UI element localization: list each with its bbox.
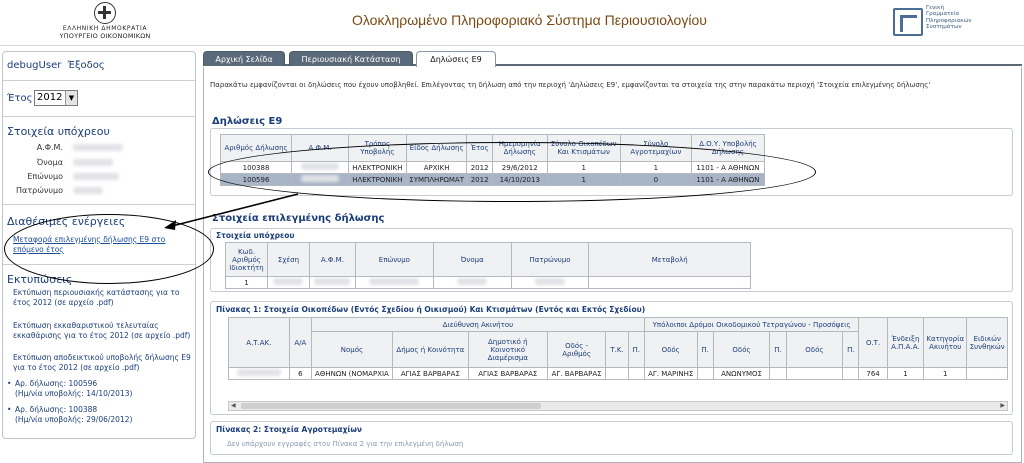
- table-row[interactable]: [221, 162, 765, 174]
- cell-ot: 764: [859, 368, 887, 380]
- gg-line2: Γραμματεία: [926, 11, 960, 18]
- col-change: Μεταβολή: [589, 243, 751, 277]
- cell-change: [589, 277, 751, 289]
- col-father: Πατρώνυμο: [511, 243, 589, 277]
- col-number: Αριθμός Δήλωσης: [221, 135, 292, 162]
- cell-dimos: ΑΓΙΑΣ ΒΑΡΒΑΡΑΣ: [392, 368, 468, 380]
- col-road3: Οδός: [786, 332, 843, 368]
- table-row[interactable]: [229, 368, 1008, 380]
- cell-p: [697, 368, 713, 380]
- taxpayer-heading: Στοιχεία υπόχρεου: [7, 125, 110, 138]
- cell-special: [967, 368, 1008, 380]
- redacted-value: [73, 144, 123, 151]
- redacted-value: [73, 159, 113, 166]
- cell-endeixi: 1: [887, 368, 923, 380]
- taxpayer-panel-title: Στοιχεία υπόχρεου: [216, 231, 295, 240]
- table2-title: Πίνακας 2: Στοιχεία Αγροτεμαχίων: [216, 425, 362, 434]
- tab-home[interactable]: Αρχική Σελίδα: [203, 51, 285, 66]
- divider: [3, 116, 195, 117]
- table2-empty-note: Δεν υπάρχουν εγγραφές στον Πίνακα 2 για την επιλεγμένη δήλωση: [227, 440, 464, 448]
- cell-plots: 1: [547, 174, 620, 186]
- cell-p: [843, 368, 859, 380]
- scroll-right-icon[interactable]: ▶: [1000, 402, 1005, 409]
- receipt-number: • Αρ. δήλωσης: 100388: [15, 405, 98, 414]
- redacted-value: [273, 278, 303, 285]
- cell-year: 2012: [467, 174, 492, 186]
- col-tk: Τ.Κ.: [606, 332, 628, 368]
- col-road2: Οδός: [713, 332, 770, 368]
- col-atak: Α.Τ.ΑΚ.: [229, 318, 290, 368]
- col-odos-arithmos: Οδός - Αριθμός: [547, 332, 606, 368]
- table-row-selected[interactable]: [221, 174, 765, 186]
- print-receipt-link[interactable]: Εκτύπωση αποδεικτικού υποβολής δήλωσης Ε9 για το έτος 2012 (σε αρχείο .pdf): [13, 353, 191, 372]
- col-doy: Δ.Ο.Υ. Υποβολής Δήλωσης: [691, 135, 764, 162]
- col-relation: Σχέση: [267, 243, 309, 277]
- col-group-roads: Υπόλοιποι Δρόμοι Οικοδομικού Τετραγώνου - Προσόψεις: [644, 318, 859, 332]
- col-aa: Α/Α: [289, 318, 311, 368]
- afm-label: Α.Φ.Μ.: [36, 143, 63, 152]
- cell-road1: ΑΓ. ΜΑΡΙΝΗΣ: [644, 368, 697, 380]
- print-clearance-link[interactable]: Εκτύπωση εκκαθαριστικού τελευταίας εκκαθάρισης για το έτος 2012 (σε αρχείο .pdf): [13, 321, 191, 340]
- main-panel: [203, 51, 1022, 463]
- col-owner-code: Κωδ. Αριθμός Ιδιοκτήτη: [226, 243, 268, 277]
- gg-line4: Συστημάτων: [926, 24, 962, 31]
- scroll-left-icon[interactable]: ◀: [231, 402, 236, 409]
- scrollbar-thumb[interactable]: [241, 403, 541, 409]
- redacted-value: [73, 173, 119, 180]
- cell-method: ΗΛΕΚΤΡΟΝΙΚΗ: [348, 174, 406, 186]
- cell-type: ΑΡΧΙΚΗ: [406, 162, 467, 174]
- greek-emblem-icon: [94, 2, 116, 24]
- username: debugUser: [7, 60, 62, 71]
- actions-heading: Διαθέσιμες ενέργειες: [7, 215, 126, 228]
- taxpayer-table: [225, 242, 751, 289]
- col-method: Τρόπος Υποβολής: [348, 135, 406, 162]
- col-p: Π.: [628, 332, 644, 368]
- chevron-down-icon[interactable]: ▼: [65, 91, 77, 105]
- col-endeixi: Ένδειξη Α.Π.Α.Α.: [887, 318, 923, 368]
- divider: [3, 80, 195, 81]
- cell-fields: 1: [620, 162, 691, 174]
- table-header-row: [221, 135, 765, 162]
- table-header-row: [229, 318, 1008, 332]
- tab-e9-declarations[interactable]: Δηλώσεις Ε9: [416, 51, 496, 68]
- ggps-logo: [893, 5, 993, 39]
- cell-doy: 1101 - Α ΑΘΗΝΩΝ: [691, 174, 764, 186]
- e9-table: [220, 134, 765, 186]
- father-row: [3, 186, 63, 196]
- cell-fields: 0: [620, 174, 691, 186]
- col-special: Ειδικών Συνθηκών: [967, 318, 1008, 368]
- notice-text: Παρακάτω εμφανίζονται οι δηλώσεις που έχουν υποβληθεί. Επιλέγοντας τη δήλωση από την περιοχή 'Δηλώσεις Ε9', εμφανίζονται τα στοιχεία της στην παρακάτω περιοχή 'Στοιχεία επιλεγμένης δήλωσης': [210, 81, 931, 89]
- col-type: Είδος Δήλωσης: [406, 135, 467, 162]
- ggps-logo-icon: [893, 8, 923, 36]
- tab-content: [203, 67, 1022, 463]
- plots-table: [228, 317, 1008, 380]
- cell-year: 2012: [467, 162, 492, 174]
- cell-date: 29/6/2012: [492, 162, 547, 174]
- user-line: [7, 60, 105, 71]
- prints-heading: Εκτυπώσεις: [7, 273, 73, 286]
- sidebar: [2, 51, 196, 439]
- father-label: Πατρώνυμο: [16, 186, 63, 195]
- cell-p: [770, 368, 786, 380]
- col-fields: Σύνολο Αγροτεμαχίων: [620, 135, 691, 162]
- redacted-value: [457, 278, 487, 285]
- redacted-value: [314, 278, 350, 285]
- year-select-value: 2012: [37, 92, 63, 103]
- divider: [3, 264, 195, 265]
- cell-afm: [292, 174, 349, 186]
- cell-number: 100596: [221, 174, 292, 186]
- cell-name: [433, 277, 511, 289]
- redacted-value: [535, 278, 565, 285]
- redacted-value: [369, 278, 419, 285]
- cell-odos-arithmos: ΑΓ. ΒΑΡΒΑΡΑΣ: [547, 368, 606, 380]
- ministry-line2: ΥΠΟΥΡΓΕΙΟ ΟΙΚΟΝΟΜΙΚΩΝ: [59, 32, 151, 40]
- col-plots: Σύνολο Οικοπέδων Και Κτισμάτων: [547, 135, 620, 162]
- horizontal-scrollbar[interactable]: [228, 401, 1008, 411]
- cell-date: 14/10/2013: [492, 174, 547, 186]
- selected-declaration-heading: Στοιχεία επιλεγμένης δήλωσης: [212, 213, 385, 224]
- cell-p: [628, 368, 644, 380]
- cell-type: ΣΥΜΠΛΗΡΩΜΑΤ: [406, 174, 467, 186]
- col-surname: Επώνυμο: [355, 243, 433, 277]
- year-label: Έτος: [7, 93, 33, 104]
- gg-line1: Γενική: [926, 5, 944, 11]
- col-afm: Α.Φ.Μ.: [309, 243, 355, 277]
- ggps-logo-text: [926, 5, 986, 31]
- receipt-item[interactable]: [15, 405, 132, 425]
- receipt-date: (Ημ/νία υποβολής: 29/06/2012): [15, 415, 133, 424]
- col-date: Ημερομηνία Δήλωσης: [492, 135, 547, 162]
- col-name: Όνομα: [433, 243, 511, 277]
- col-category: Κατηγορία Ακινήτου: [924, 318, 967, 368]
- col-p: Π.: [697, 332, 713, 368]
- cell-category: 1: [924, 368, 967, 380]
- receipt-item[interactable]: [15, 379, 132, 399]
- cell-doy: 1101 - Α ΑΘΗΝΩΝ: [691, 162, 764, 174]
- col-diamerisma: Δημοτικό ή Κοινοτικό Διαμέρισμα: [468, 332, 547, 368]
- redacted-value: [237, 369, 281, 376]
- col-road1: Οδός: [644, 332, 697, 368]
- annotation-arrow-icon: [150, 190, 310, 240]
- redacted-value: [301, 163, 339, 170]
- cell-father: [511, 277, 589, 289]
- col-p: Π.: [843, 332, 859, 368]
- cell-number: 100388: [221, 162, 292, 174]
- cell-relation: [267, 277, 309, 289]
- cell-road3: [786, 368, 843, 380]
- col-dimos: Δήμος ή Κοινότητα: [392, 332, 468, 368]
- receipt-date: (Ημ/νία υποβολής: 14/10/2013): [15, 389, 133, 398]
- receipt-number: • Αρ. δήλωσης: 100596: [15, 379, 98, 388]
- cell-road2: ΑΝΩΝΥΜΟΣ: [713, 368, 770, 380]
- redacted-value: [73, 187, 103, 194]
- col-p: Π.: [770, 332, 786, 368]
- cell-method: ΗΛΕΚΤΡΟΝΙΚΗ: [348, 162, 406, 174]
- ministry-logo: [50, 2, 160, 40]
- cell-atak: [229, 368, 290, 380]
- cell-afm: [309, 277, 355, 289]
- name-row: [3, 158, 63, 168]
- redacted-value: [301, 175, 339, 182]
- col-ot: Ο.Τ.: [859, 318, 887, 368]
- surname-row: [3, 172, 63, 182]
- ministry-line1: ΕΛΛΗΝΙΚΗ ΔΗΜΟΚΡΑΤΙΑ: [62, 25, 148, 32]
- transfer-declaration-link[interactable]: Μεταφορά επιλεγμένης δήλωσης Ε9 στο επόμενο έτος: [13, 235, 166, 254]
- cell-diamerisma: ΑΓΙΑΣ ΒΑΡΒΑΡΑΣ: [468, 368, 547, 380]
- surname-label: Επώνυμο: [27, 172, 63, 181]
- col-nomos: Νομός: [311, 332, 392, 368]
- cell-afm: [292, 162, 349, 174]
- logout-link[interactable]: Έξοδος: [67, 60, 105, 71]
- name-label: Όνομα: [36, 158, 63, 167]
- app-header: [0, 0, 1024, 46]
- e9-heading: Δηλώσεις Ε9: [212, 116, 283, 127]
- gg-line3: Πληροφοριακών: [926, 17, 972, 24]
- cell-nomos: ΑΘΗΝΩΝ (ΝΟΜΑΡΧΙΑ: [311, 368, 392, 380]
- cell-surname: [355, 277, 433, 289]
- cell-tk: [606, 368, 628, 380]
- col-afm: Α.Φ.Μ.: [292, 135, 349, 162]
- tab-property-status[interactable]: Περιουσιακή Κατάσταση: [289, 51, 413, 66]
- col-group-address: Διεύθυνση Ακινήτου: [311, 318, 644, 332]
- cell-plots: 1: [547, 162, 620, 174]
- table2-panel: [210, 421, 1013, 455]
- table1-title: Πίνακας 1: Στοιχεία Οικοπέδων (Εντός Σχεδίου ή Οικισμού) Και Κτισμάτων (Εντός και Εκτός Σχεδίου): [216, 305, 646, 314]
- cell-owner-code: 1: [226, 277, 268, 289]
- system-title: Ολοκληρωμένο Πληροφοριακό Σύστημα Περιουσιολογίου: [352, 12, 707, 28]
- print-property-status-link[interactable]: Εκτύπωση περιουσιακής κατάστασης για το έτος 2012 (σε αρχείο .pdf): [13, 288, 180, 307]
- tab-bar: [203, 51, 1022, 66]
- table-row[interactable]: [226, 277, 751, 289]
- afm-row: [3, 143, 63, 153]
- col-year: Έτος: [467, 135, 492, 162]
- table-header-row: [226, 243, 751, 277]
- year-select[interactable]: [34, 90, 78, 106]
- cell-aa: 6: [289, 368, 311, 380]
